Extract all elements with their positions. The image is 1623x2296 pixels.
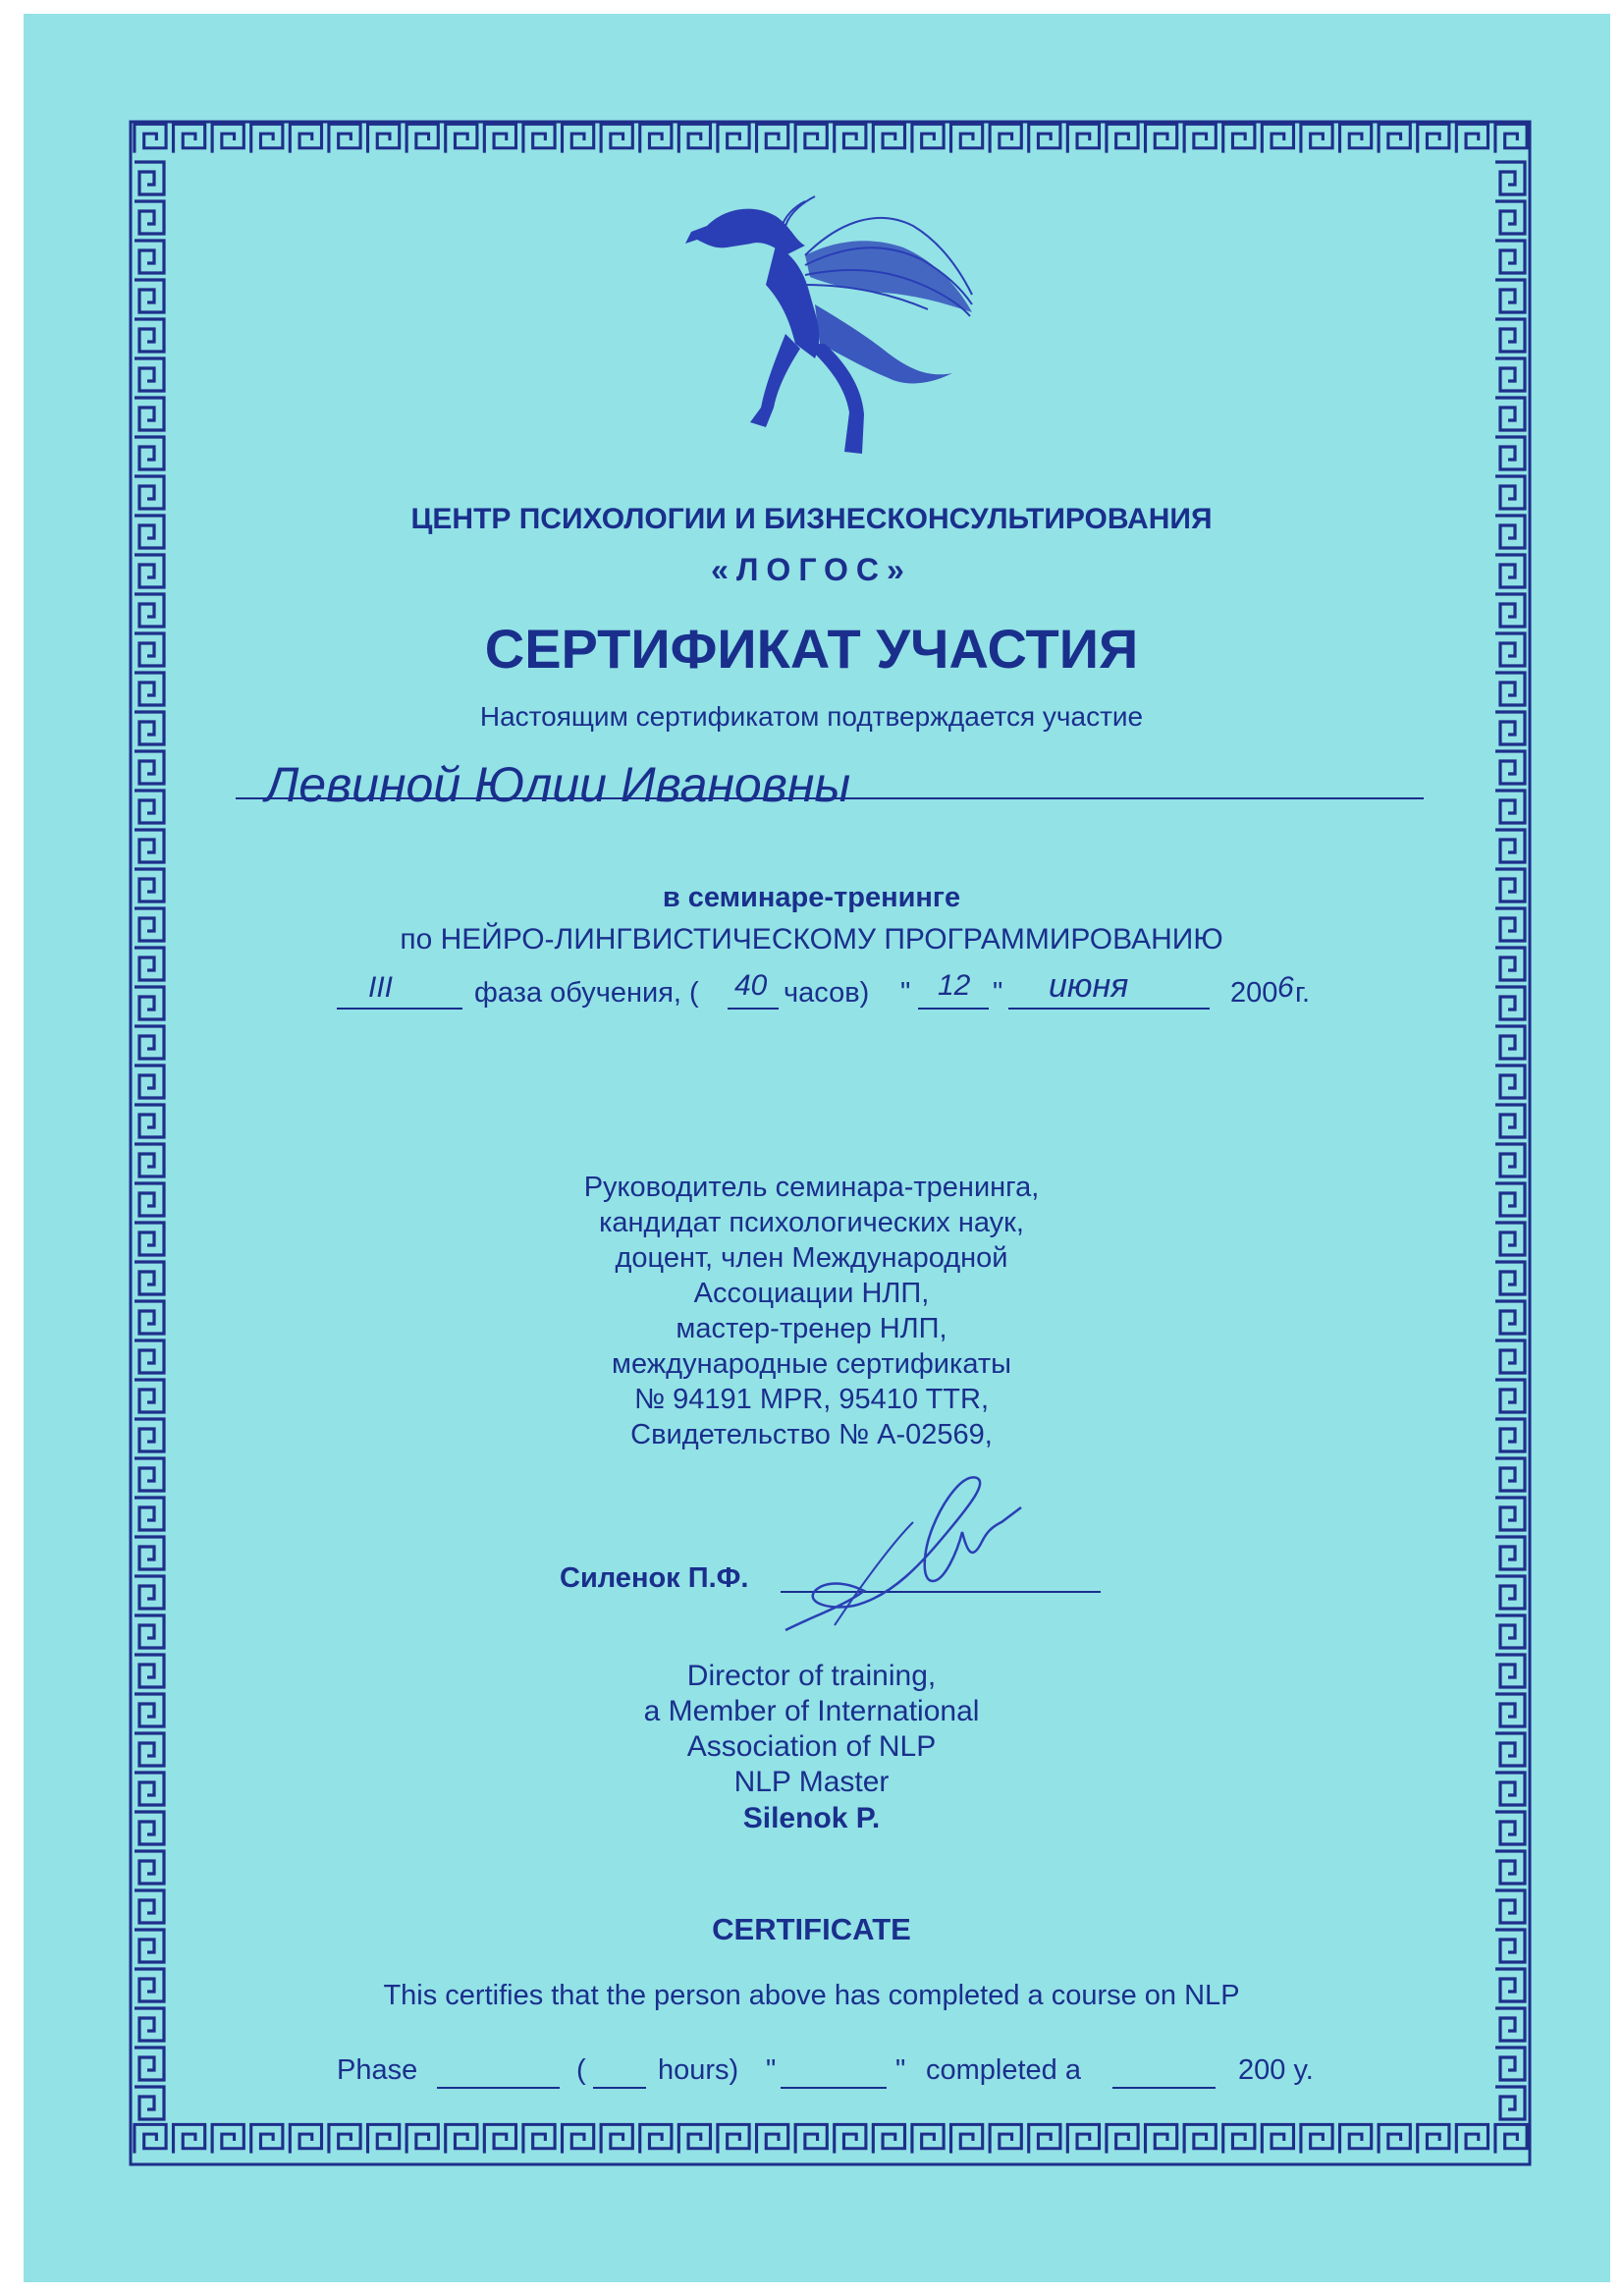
- month-line: [1008, 1008, 1210, 1010]
- participant-name-line: [236, 797, 1424, 799]
- leader-name: Силенок П.Ф.: [560, 1562, 749, 1594]
- day-value: 12: [938, 969, 971, 1002]
- hours-label: часов): [784, 977, 870, 1009]
- year-value: 6: [1277, 971, 1294, 1004]
- hours-line: [728, 1008, 779, 1010]
- phase-row: [0, 967, 1623, 1024]
- english-phase-row: [0, 2054, 1623, 2104]
- english-certificate-title: CERTIFICATE: [712, 1912, 911, 1946]
- certificate-title: СЕРТИФИКАТ УЧАСТИЯ: [484, 618, 1139, 680]
- confirm-text: Настоящим сертификатом подтверждается участие: [479, 701, 1144, 732]
- english-hours-label: hours): [658, 2054, 739, 2086]
- english-hours-line: [593, 2087, 646, 2089]
- leader-line: Ассоциации НЛП,: [693, 1278, 930, 1309]
- center-brand: «ЛОГОС»: [711, 552, 912, 587]
- english-line: a Member of International: [643, 1695, 980, 1727]
- english-day-line: [781, 2087, 887, 2089]
- phase-label: фаза обучения, (: [474, 977, 699, 1009]
- year-suffix: г.: [1295, 977, 1311, 1009]
- english-completed-label: completed a: [926, 2054, 1081, 2086]
- day-line: [918, 1008, 989, 1010]
- leader-line: международные сертификаты: [612, 1348, 1011, 1380]
- english-phase-label: Phase: [337, 2054, 418, 2086]
- year-prefix: 200: [1230, 977, 1278, 1009]
- english-year-label: 200 y.: [1238, 2054, 1314, 2086]
- leader-line: доцент, член Международной: [615, 1242, 1008, 1274]
- seminar-type: в семинаре-тренинге: [662, 882, 961, 913]
- english-name: Silenok P.: [742, 1802, 881, 1834]
- hours-value: 40: [734, 969, 768, 1002]
- pegasus-icon: [668, 187, 992, 481]
- leader-line: Руководитель семинара-тренинга,: [583, 1172, 1040, 1203]
- english-line: Director of training,: [686, 1660, 937, 1692]
- leader-line: Свидетельство № А-02569,: [630, 1419, 993, 1450]
- phase-value: III: [368, 971, 394, 1004]
- seminar-topic: по НЕЙРО-ЛИНГВИСТИЧЕСКОМУ ПРОГРАММИРОВАНИЮ: [400, 923, 1223, 956]
- center-name: ЦЕНТР ПСИХОЛОГИИ И БИЗНЕСКОНСУЛЬТИРОВАНИЯ: [410, 503, 1213, 535]
- english-phase-line: [437, 2087, 560, 2089]
- english-line: Association of NLP: [686, 1730, 937, 1763]
- month-value: июня: [1049, 967, 1129, 1005]
- english-date-line: [1112, 2087, 1216, 2089]
- leader-line: № 94191 MPR, 95410 TTR,: [633, 1384, 990, 1415]
- participant-name: Левиной Юлии Ивановны: [265, 757, 851, 812]
- english-certifies: This certifies that the person above has completed a course on NLP: [383, 1980, 1240, 2011]
- english-quote-open: ": [766, 2054, 777, 2086]
- day-quote-close: ": [993, 977, 1003, 1009]
- english-quote-close: ": [895, 2054, 906, 2086]
- english-hours-open: (: [576, 2054, 586, 2086]
- english-line: NLP Master: [733, 1766, 890, 1798]
- phase-line: [337, 1008, 462, 1010]
- leader-line: мастер-тренер НЛП,: [676, 1313, 947, 1344]
- signature: [776, 1434, 1031, 1640]
- leader-line: кандидат психологических наук,: [599, 1207, 1024, 1238]
- day-quote-open: ": [900, 977, 911, 1009]
